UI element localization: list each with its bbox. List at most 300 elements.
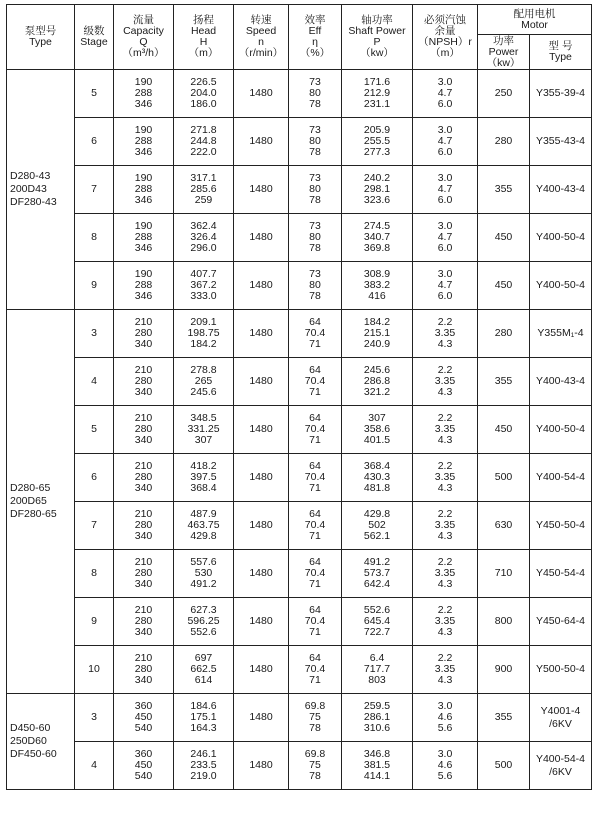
stage-cell: 5	[75, 70, 114, 118]
head-cell-value: 348.5	[190, 412, 217, 424]
capacity-cell-value: 346	[134, 242, 153, 254]
head-cell-value: 164.3	[190, 722, 217, 734]
motor-power-cell: 280	[478, 310, 530, 358]
speed-cell: 1480	[234, 406, 289, 454]
eff-cell-value: 64	[309, 364, 321, 376]
npsh-cell-value: 6.0	[437, 146, 453, 158]
motor-power-cell: 900	[478, 646, 530, 694]
motor-power-cell: 800	[478, 598, 530, 646]
head-cell-value: 627.3	[190, 604, 217, 616]
shaft-power-cell-value: 298.1	[363, 183, 391, 195]
eff-cell-value: 71	[309, 530, 321, 542]
head-cell-value: 368.4	[190, 482, 217, 494]
capacity-cell-value: 340	[134, 338, 153, 350]
head-cell-value: 418.2	[190, 460, 217, 472]
capacity-cell-value: 210	[134, 652, 153, 664]
eff-cell-value: 80	[309, 231, 321, 243]
shaft-power-cell-value: 259.5	[363, 700, 391, 712]
npsh-cell-value: 3.0	[437, 268, 453, 280]
pump-type-label: D280-43	[10, 170, 51, 182]
eff-cell	[289, 694, 342, 742]
table-row	[7, 454, 592, 502]
head-cell	[174, 742, 234, 790]
eff-cell-value: 70.4	[304, 663, 326, 675]
head-cell	[174, 598, 234, 646]
eff-cell-value: 78	[309, 722, 321, 734]
shaft-power-cell-value: 286.8	[363, 375, 391, 387]
npsh-cell	[413, 598, 478, 646]
eff-cell-value: 70.4	[304, 615, 326, 627]
npsh-cell-value: 2.2	[437, 508, 453, 520]
shaft-power-cell-value: 240.2	[363, 172, 391, 184]
eff-cell-value: 64	[309, 556, 321, 568]
head-cell-value: 557.6	[190, 556, 217, 568]
npsh-cell	[413, 166, 478, 214]
npsh-cell-value: 4.7	[437, 231, 453, 243]
table-row	[7, 646, 592, 694]
capacity-cell-value: 360	[134, 748, 153, 760]
eff-cell-value: 78	[309, 146, 321, 158]
shaft-power-cell	[342, 646, 413, 694]
capacity-cell-value: 280	[134, 663, 153, 675]
eff-cell-value: 80	[309, 87, 321, 99]
capacity-cell-value: 340	[134, 674, 153, 686]
capacity-cell-value: 280	[134, 375, 153, 387]
head-cell-value: 331.25	[187, 423, 220, 435]
eff-cell	[289, 646, 342, 694]
npsh-cell-value: 4.3	[437, 674, 453, 686]
stage-cell: 3	[75, 310, 114, 358]
shaft-power-cell	[342, 694, 413, 742]
stage-cell: 4	[75, 358, 114, 406]
eff-cell	[289, 70, 342, 118]
npsh-cell	[413, 502, 478, 550]
capacity-cell-value: 190	[134, 268, 153, 280]
motor-power-cell: 355	[478, 166, 530, 214]
shaft-power-cell-value: 184.2	[363, 316, 391, 328]
eff-cell-value: 64	[309, 316, 321, 328]
eff-cell-value: 73	[309, 220, 321, 232]
capacity-cell-value: 280	[134, 615, 153, 627]
motor-type-cell: Y400-50-4	[530, 262, 592, 310]
head-cell-value: 244.8	[190, 135, 217, 147]
capacity-cell-value: 288	[134, 135, 153, 147]
capacity-cell-value: 340	[134, 482, 153, 494]
capacity-cell-value: 210	[134, 316, 153, 328]
capacity-cell	[114, 310, 174, 358]
speed-cell: 1480	[234, 358, 289, 406]
speed-cell: 1480	[234, 118, 289, 166]
speed-cell: 1480	[234, 502, 289, 550]
pump-type-label: 250D60	[10, 735, 47, 747]
shaft-power-cell-value: 171.6	[363, 76, 391, 88]
npsh-cell-value: 3.0	[437, 124, 453, 136]
head-cell	[174, 502, 234, 550]
head-cell-value: 429.8	[190, 530, 217, 542]
pump-type-label: 200D43	[10, 183, 47, 195]
motor-type-cell: Y400-43-4	[530, 358, 592, 406]
capacity-cell-value: 450	[134, 759, 153, 771]
head-cell-value: 296.0	[190, 242, 217, 254]
speed-cell: 1480	[234, 70, 289, 118]
header-shaft-power: 轴功率 Shaft Power P （kw）	[342, 5, 413, 70]
eff-cell-value: 80	[309, 279, 321, 291]
stage-cell: 9	[75, 598, 114, 646]
head-cell-value: 367.2	[190, 279, 217, 291]
head-cell-value: 397.5	[190, 471, 217, 483]
shaft-power-cell-value: 277.3	[363, 146, 391, 158]
capacity-cell	[114, 694, 174, 742]
shaft-power-cell-value: 340.7	[363, 231, 391, 243]
pump-spec-table	[6, 4, 592, 790]
pump-type-cell	[7, 310, 75, 694]
table-body	[7, 70, 592, 790]
shaft-power-cell	[342, 406, 413, 454]
stage-cell: 6	[75, 118, 114, 166]
eff-cell	[289, 310, 342, 358]
shaft-power-cell-value: 416	[368, 290, 386, 302]
eff-cell	[289, 166, 342, 214]
table-row	[7, 214, 592, 262]
motor-power-cell: 250	[478, 70, 530, 118]
shaft-power-cell-value: 274.5	[363, 220, 391, 232]
eff-cell-value: 78	[309, 242, 321, 254]
capacity-cell	[114, 550, 174, 598]
npsh-cell-value: 4.3	[437, 434, 453, 446]
motor-type-cell: Y4001-4 /6KV	[530, 694, 592, 742]
table-row	[7, 406, 592, 454]
pump-type-label: D450-60	[10, 722, 51, 734]
npsh-cell-value: 3.35	[434, 375, 456, 387]
npsh-cell	[413, 310, 478, 358]
npsh-cell	[413, 742, 478, 790]
npsh-cell-value: 2.2	[437, 604, 453, 616]
shaft-power-cell-value: 308.9	[363, 268, 391, 280]
capacity-cell-value: 190	[134, 124, 153, 136]
pump-type-cell	[7, 70, 75, 310]
npsh-cell	[413, 646, 478, 694]
motor-power-cell: 280	[478, 118, 530, 166]
shaft-power-cell-value: 803	[368, 674, 386, 686]
speed-cell: 1480	[234, 262, 289, 310]
eff-cell-value: 71	[309, 578, 321, 590]
shaft-power-cell-value: 245.6	[363, 364, 391, 376]
eff-cell-value: 78	[309, 290, 321, 302]
pump-type-label: DF280-65	[10, 508, 57, 520]
npsh-cell-value: 4.3	[437, 626, 453, 638]
head-cell-value: 697	[194, 652, 213, 664]
npsh-cell-value: 4.3	[437, 386, 453, 398]
head-cell-value: 175.1	[190, 711, 217, 723]
eff-cell-value: 64	[309, 508, 321, 520]
capacity-cell	[114, 214, 174, 262]
npsh-cell	[413, 214, 478, 262]
eff-cell-value: 73	[309, 268, 321, 280]
capacity-cell-value: 210	[134, 604, 153, 616]
eff-cell-value: 78	[309, 770, 321, 782]
npsh-cell-value: 3.0	[437, 700, 453, 712]
npsh-cell-value: 3.35	[434, 615, 456, 627]
head-cell-value: 209.1	[190, 316, 217, 328]
npsh-cell-value: 2.2	[437, 316, 453, 328]
head-cell-value: 184.6	[190, 700, 217, 712]
eff-cell-value: 71	[309, 386, 321, 398]
shaft-power-cell	[342, 310, 413, 358]
header-motor-type: 型 号 Type	[530, 35, 592, 70]
header-npsh: 必须汽蚀 余量 （NPSH）r （m）	[413, 5, 478, 70]
shaft-power-cell-value: 430.3	[363, 471, 391, 483]
head-cell	[174, 214, 234, 262]
npsh-cell-value: 5.6	[437, 722, 453, 734]
head-cell-value: 204.0	[190, 87, 217, 99]
capacity-cell	[114, 598, 174, 646]
stage-cell: 6	[75, 454, 114, 502]
npsh-cell	[413, 454, 478, 502]
eff-cell	[289, 454, 342, 502]
head-cell	[174, 310, 234, 358]
motor-power-cell: 450	[478, 214, 530, 262]
capacity-cell-value: 360	[134, 700, 153, 712]
npsh-cell-value: 5.6	[437, 770, 453, 782]
shaft-power-cell	[342, 598, 413, 646]
eff-cell-value: 75	[309, 711, 321, 723]
speed-cell: 1480	[234, 454, 289, 502]
capacity-cell-value: 540	[134, 770, 153, 782]
capacity-cell-value: 280	[134, 327, 153, 339]
stage-cell: 4	[75, 742, 114, 790]
head-cell-value: 285.6	[190, 183, 217, 195]
shaft-power-cell-value: 231.1	[363, 98, 391, 110]
pump-type-label: D280-65	[10, 482, 51, 494]
eff-cell-value: 73	[309, 172, 321, 184]
shaft-power-cell-value: 307	[368, 412, 386, 424]
head-cell-value: 219.0	[190, 770, 217, 782]
npsh-cell-value: 4.3	[437, 482, 453, 494]
header-capacity: 流量 Capacity Q （m³/h）	[114, 5, 174, 70]
eff-cell-value: 69.8	[304, 700, 326, 712]
capacity-cell-value: 190	[134, 76, 153, 88]
capacity-cell-value: 340	[134, 434, 153, 446]
shaft-power-cell-value: 642.4	[363, 578, 391, 590]
capacity-cell	[114, 454, 174, 502]
table-row	[7, 358, 592, 406]
table-row	[7, 742, 592, 790]
motor-power-cell: 355	[478, 358, 530, 406]
eff-cell-value: 64	[309, 652, 321, 664]
motor-type-cell: Y450-64-4	[530, 598, 592, 646]
npsh-cell	[413, 694, 478, 742]
capacity-cell	[114, 742, 174, 790]
eff-cell-value: 71	[309, 626, 321, 638]
shaft-power-cell-value: 358.6	[363, 423, 391, 435]
table-row	[7, 118, 592, 166]
shaft-power-cell-value: 212.9	[363, 87, 391, 99]
stage-cell: 3	[75, 694, 114, 742]
head-cell	[174, 454, 234, 502]
motor-power-cell: 450	[478, 406, 530, 454]
npsh-cell	[413, 550, 478, 598]
capacity-cell-value: 340	[134, 626, 153, 638]
eff-cell-value: 78	[309, 194, 321, 206]
eff-cell-value: 71	[309, 674, 321, 686]
motor-power-cell: 500	[478, 742, 530, 790]
head-cell	[174, 694, 234, 742]
capacity-cell-value: 210	[134, 364, 153, 376]
shaft-power-cell-value: 368.4	[363, 460, 391, 472]
capacity-cell	[114, 406, 174, 454]
shaft-power-cell	[342, 550, 413, 598]
shaft-power-cell-value: 573.7	[363, 567, 391, 579]
head-cell-value: 246.1	[190, 748, 217, 760]
npsh-cell-value: 3.35	[434, 663, 456, 675]
eff-cell	[289, 502, 342, 550]
capacity-cell-value: 340	[134, 530, 153, 542]
shaft-power-cell-value: 310.6	[363, 722, 391, 734]
table-row	[7, 694, 592, 742]
table-row	[7, 166, 592, 214]
speed-cell: 1480	[234, 694, 289, 742]
npsh-cell-value: 3.35	[434, 471, 456, 483]
npsh-cell	[413, 406, 478, 454]
head-cell-value: 186.0	[190, 98, 217, 110]
capacity-cell-value: 288	[134, 87, 153, 99]
motor-type-cell: Y400-50-4	[530, 406, 592, 454]
eff-cell-value: 71	[309, 338, 321, 350]
eff-cell	[289, 598, 342, 646]
npsh-cell-value: 3.35	[434, 423, 456, 435]
capacity-cell-value: 210	[134, 556, 153, 568]
head-cell	[174, 70, 234, 118]
table-row	[7, 310, 592, 358]
capacity-cell-value: 190	[134, 220, 153, 232]
npsh-cell-value: 2.2	[437, 556, 453, 568]
head-cell-value: 271.8	[190, 124, 217, 136]
npsh-cell-value: 3.35	[434, 519, 456, 531]
capacity-cell-value: 280	[134, 519, 153, 531]
eff-cell	[289, 358, 342, 406]
capacity-cell-value: 280	[134, 471, 153, 483]
shaft-power-cell-value: 321.2	[363, 386, 391, 398]
stage-cell: 7	[75, 166, 114, 214]
eff-cell	[289, 550, 342, 598]
eff-cell-value: 64	[309, 412, 321, 424]
shaft-power-cell-value: 286.1	[363, 711, 391, 723]
head-cell-value: 245.6	[190, 386, 217, 398]
head-cell-value: 184.2	[190, 338, 217, 350]
head-cell-value: 614	[194, 674, 213, 686]
head-cell-value: 265	[194, 375, 213, 387]
npsh-cell-value: 4.6	[437, 759, 453, 771]
npsh-cell-value: 3.35	[434, 567, 456, 579]
eff-cell-value: 70.4	[304, 471, 326, 483]
capacity-cell-value: 280	[134, 423, 153, 435]
stage-cell: 10	[75, 646, 114, 694]
eff-cell-value: 70.4	[304, 327, 326, 339]
head-cell-value: 226.5	[190, 76, 217, 88]
motor-type-cell: Y355-39-4	[530, 70, 592, 118]
eff-cell	[289, 406, 342, 454]
shaft-power-cell-value: 414.1	[363, 770, 391, 782]
head-cell-value: 198.75	[187, 327, 220, 339]
shaft-power-cell	[342, 742, 413, 790]
speed-cell: 1480	[234, 742, 289, 790]
stage-cell: 9	[75, 262, 114, 310]
motor-power-cell: 355	[478, 694, 530, 742]
npsh-cell-value: 3.0	[437, 172, 453, 184]
capacity-cell-value: 280	[134, 567, 153, 579]
shaft-power-cell	[342, 70, 413, 118]
npsh-cell-value: 6.0	[437, 98, 453, 110]
head-cell-value: 333.0	[190, 290, 217, 302]
stage-cell: 8	[75, 214, 114, 262]
eff-cell	[289, 118, 342, 166]
shaft-power-cell	[342, 214, 413, 262]
npsh-cell-value: 3.0	[437, 748, 453, 760]
motor-type-cell: Y355M₁-4	[530, 310, 592, 358]
table-row	[7, 502, 592, 550]
header-eff: 效率 Eff η （%）	[289, 5, 342, 70]
shaft-power-cell-value: 215.1	[363, 327, 391, 339]
head-cell-value: 552.6	[190, 626, 217, 638]
head-cell	[174, 646, 234, 694]
motor-type-cell: Y400-54-4 /6KV	[530, 742, 592, 790]
eff-cell	[289, 214, 342, 262]
head-cell	[174, 406, 234, 454]
head-cell	[174, 118, 234, 166]
capacity-cell-value: 346	[134, 98, 153, 110]
shaft-power-cell-value: 240.9	[363, 338, 391, 350]
table-row	[7, 70, 592, 118]
npsh-cell-value: 4.7	[437, 87, 453, 99]
npsh-cell-value: 4.7	[437, 279, 453, 291]
head-cell-value: 491.2	[190, 578, 217, 590]
npsh-cell-value: 4.7	[437, 183, 453, 195]
eff-cell-value: 80	[309, 135, 321, 147]
shaft-power-cell-value: 6.4	[369, 652, 385, 664]
eff-cell-value: 73	[309, 124, 321, 136]
shaft-power-cell-value: 722.7	[363, 626, 391, 638]
capacity-cell	[114, 646, 174, 694]
eff-cell-value: 70.4	[304, 567, 326, 579]
capacity-cell	[114, 502, 174, 550]
eff-cell-value: 70.4	[304, 375, 326, 387]
npsh-cell-value: 4.3	[437, 578, 453, 590]
head-cell-value: 278.8	[190, 364, 217, 376]
eff-cell-value: 71	[309, 434, 321, 446]
shaft-power-cell	[342, 454, 413, 502]
speed-cell: 1480	[234, 166, 289, 214]
shaft-power-cell-value: 383.2	[363, 279, 391, 291]
shaft-power-cell	[342, 166, 413, 214]
head-cell-value: 222.0	[190, 146, 217, 158]
shaft-power-cell	[342, 358, 413, 406]
npsh-cell-value: 6.0	[437, 242, 453, 254]
npsh-cell-value: 2.2	[437, 460, 453, 472]
eff-cell-value: 73	[309, 76, 321, 88]
shaft-power-cell-value: 381.5	[363, 759, 391, 771]
header-head: 扬程 Head H （m）	[174, 5, 234, 70]
stage-cell: 5	[75, 406, 114, 454]
eff-cell-value: 64	[309, 460, 321, 472]
eff-cell-value: 64	[309, 604, 321, 616]
header-stage: 级数 Stage	[75, 5, 114, 70]
eff-cell-value: 70.4	[304, 423, 326, 435]
table-row	[7, 550, 592, 598]
shaft-power-cell	[342, 262, 413, 310]
table-row	[7, 598, 592, 646]
npsh-cell-value: 2.2	[437, 652, 453, 664]
motor-type-cell: Y500-50-4	[530, 646, 592, 694]
